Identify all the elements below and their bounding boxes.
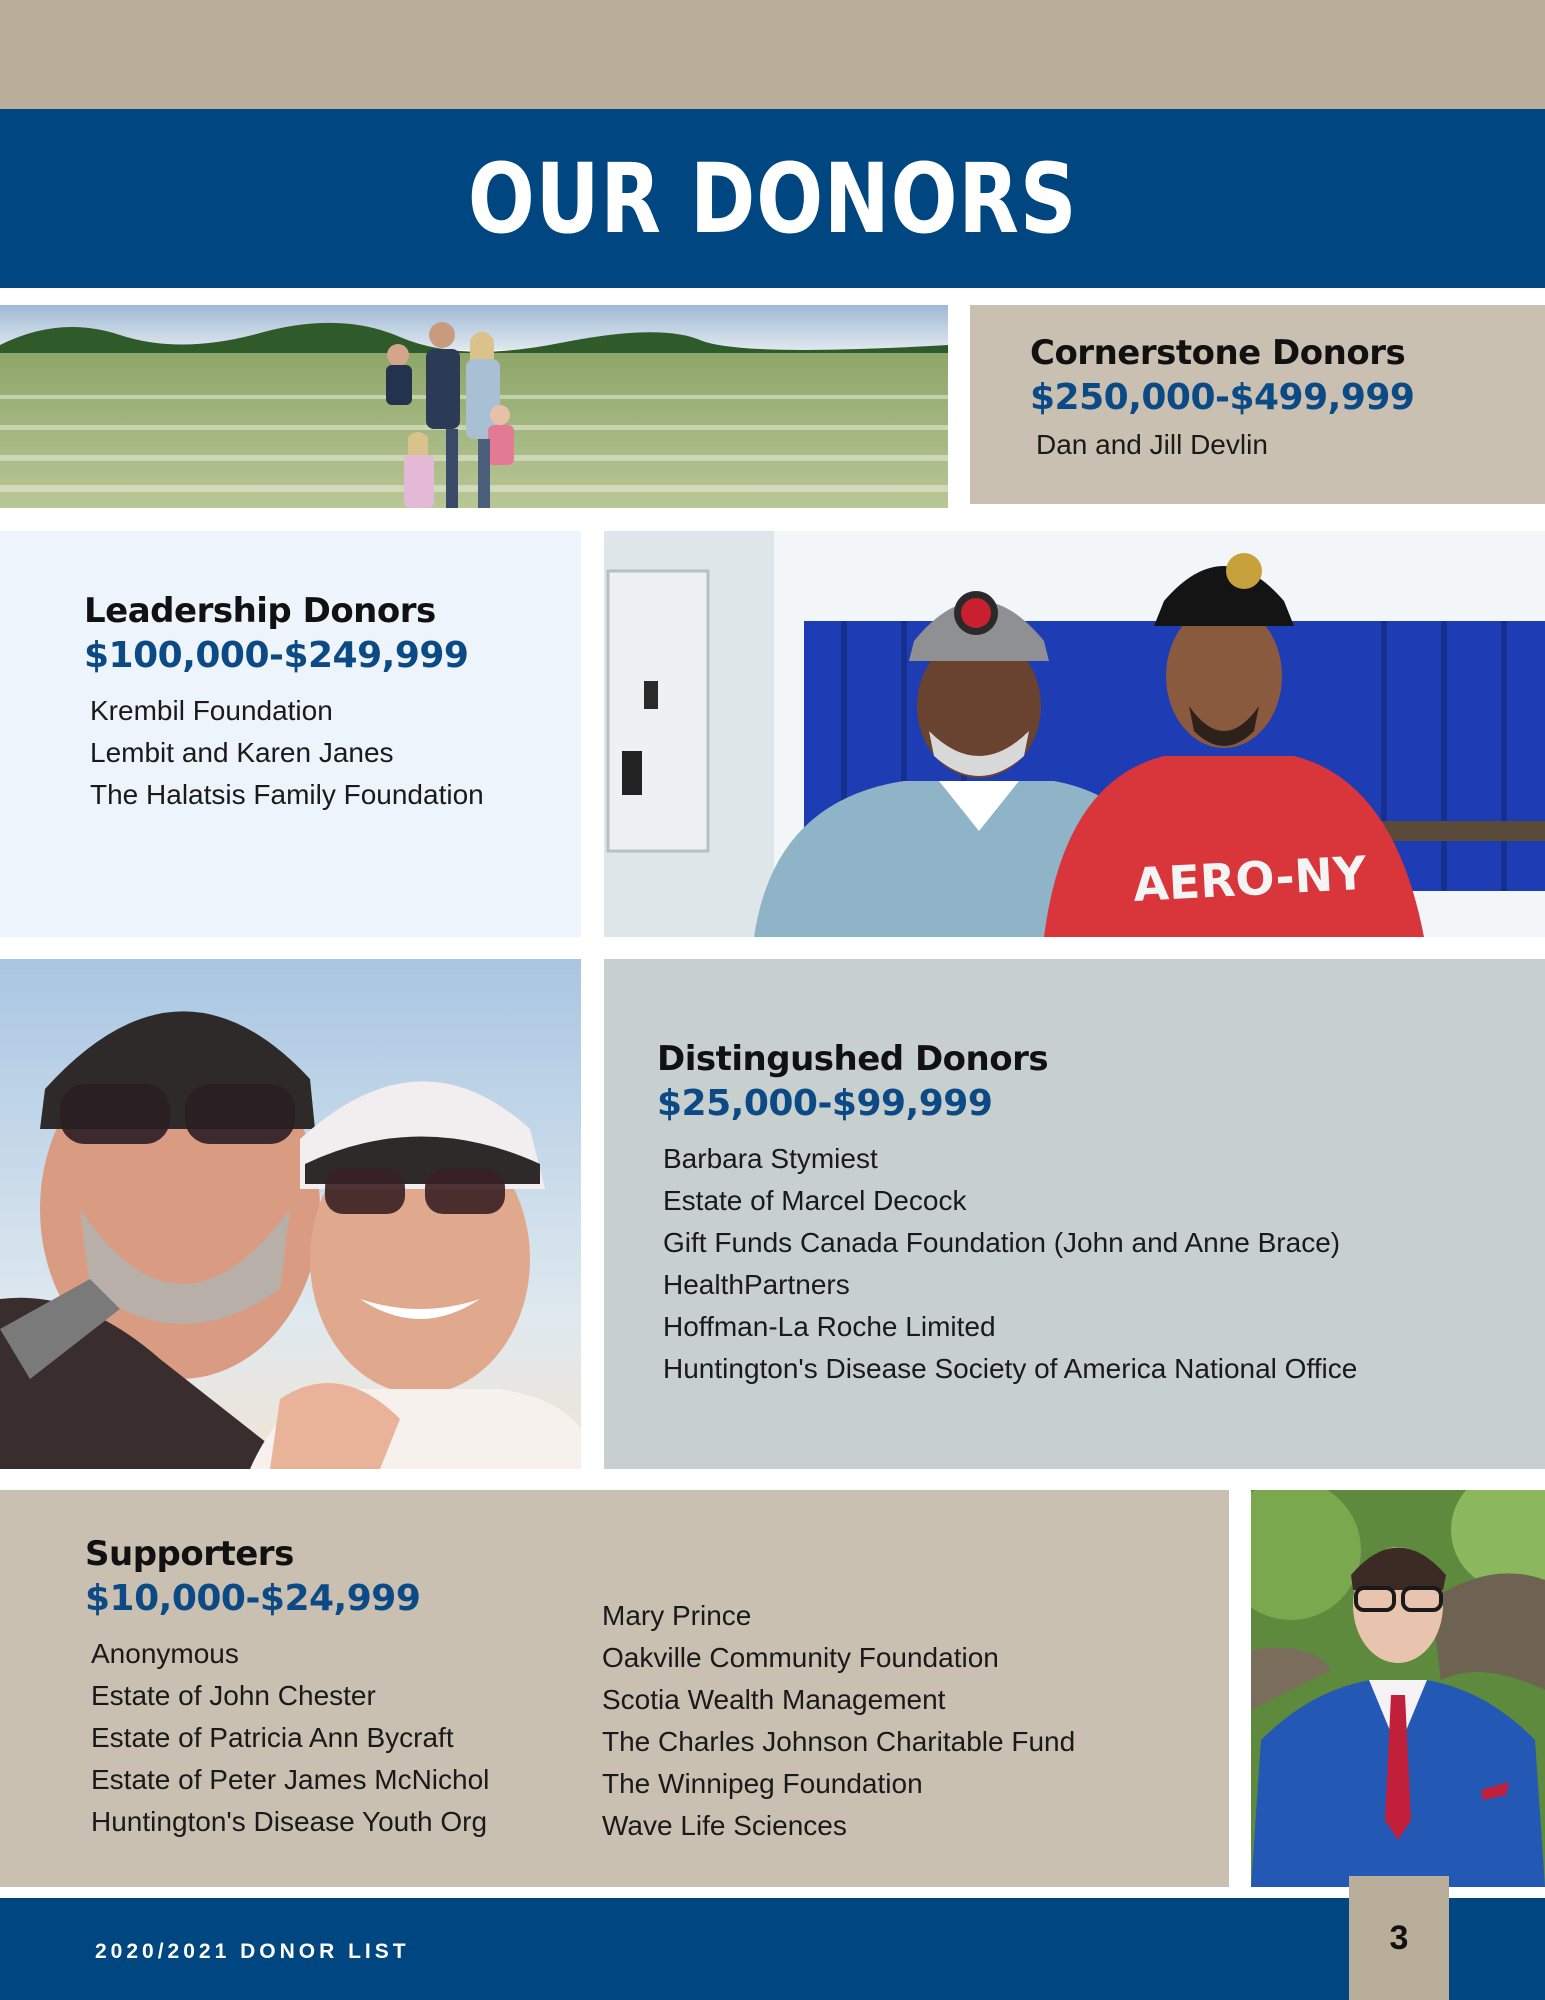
donation-range: $25,000-$99,999 — [657, 1083, 993, 1124]
footer-label: 2020/2021 DONOR LIST — [95, 1940, 410, 1963]
young-man-portrait-photo — [1251, 1490, 1545, 1887]
two-men-photo — [604, 531, 1545, 937]
donor-name: HealthPartners — [663, 1269, 850, 1300]
page-number: 3 — [1389, 1918, 1409, 1957]
donor-name: Estate of Patricia Ann Bycraft — [91, 1722, 454, 1753]
donor-name: Hoffman-La Roche Limited — [663, 1311, 996, 1342]
section-title: Supporters — [85, 1534, 294, 1574]
donor-name: Estate of Marcel Decock — [663, 1185, 967, 1216]
family-field-photo — [0, 305, 948, 508]
donor-list — [84, 690, 581, 816]
donor-name: Dan and Jill Devlin — [1036, 429, 1268, 460]
title-banner — [0, 109, 1545, 288]
donor-name: Wave Life Sciences — [602, 1810, 847, 1841]
donor-name: Estate of Peter James McNichol — [91, 1764, 490, 1795]
distinguished-donors-section — [604, 959, 1545, 1469]
donor-name: The Winnipeg Foundation — [602, 1768, 923, 1799]
top-band — [0, 0, 1545, 109]
donor-name: Huntington's Disease Youth Org — [91, 1806, 488, 1837]
section-title: Cornerstone Donors — [1030, 333, 1406, 373]
donor-name: The Halatsis Family Foundation — [90, 779, 484, 810]
donor-list — [1030, 424, 1545, 466]
donor-name: Oakville Community Foundation — [602, 1642, 999, 1673]
donor-name: Mary Prince — [602, 1600, 752, 1631]
donor-name: Estate of John Chester — [91, 1680, 376, 1711]
section-title: Leadership Donors — [84, 591, 436, 631]
donation-range: $10,000-$24,999 — [85, 1578, 421, 1619]
couple-selfie-photo — [0, 959, 581, 1469]
donor-name: The Charles Johnson Charitable Fund — [602, 1726, 1076, 1757]
donor-list-column-1 — [85, 1633, 489, 1843]
donor-name: Huntington's Disease Society of America National Office — [663, 1353, 1358, 1384]
page-title: OUR DONORS — [467, 142, 1078, 255]
donor-name: Lembit and Karen Janes — [90, 737, 394, 768]
donor-name: Scotia Wealth Management — [602, 1684, 946, 1715]
donation-range: $100,000-$249,999 — [84, 635, 469, 676]
donation-range: $250,000-$499,999 — [1030, 377, 1415, 418]
leadership-donors-section — [0, 531, 581, 937]
cornerstone-donors-section — [970, 305, 1545, 504]
shirt-text: AERO-NY — [1131, 845, 1368, 912]
donor-name: Anonymous — [91, 1638, 239, 1669]
donor-list-column-2 — [596, 1595, 1075, 1847]
donor-name: Barbara Stymiest — [663, 1143, 878, 1174]
page-number-tab — [1349, 1876, 1449, 2000]
donor-name: Gift Funds Canada Foundation (John and Anne Brace) — [663, 1227, 1341, 1258]
supporters-section — [0, 1490, 1229, 1887]
section-title: Distingushed Donors — [657, 1039, 1049, 1079]
donor-name: Krembil Foundation — [90, 695, 333, 726]
donor-list — [657, 1138, 1545, 1390]
